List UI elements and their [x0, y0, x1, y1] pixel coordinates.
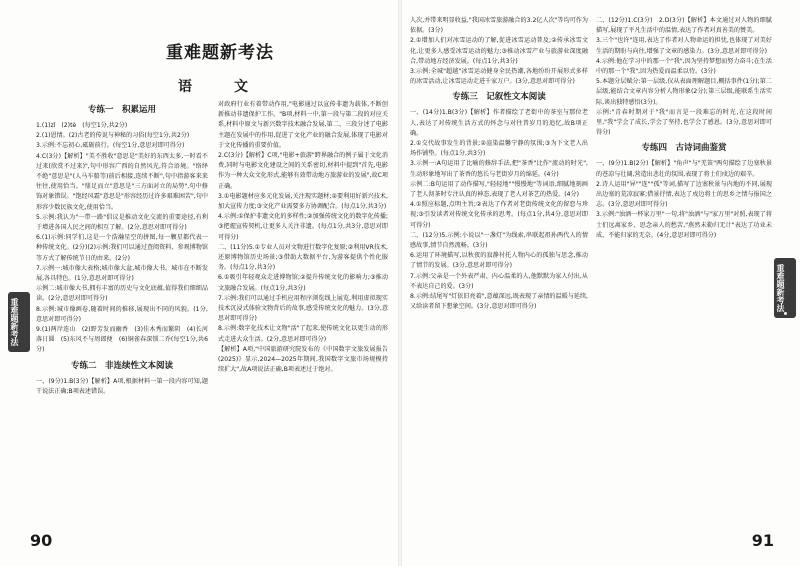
answer-paragraph: 7.示例:我们可以通过手机应用程序浏览线上展览,利用虚拟现实技术沉浸式体验文物背后的故事,感受传统文化的魅力。(3分,意思对即可得分) [218, 294, 388, 323]
answer-paragraph: 示例:"青春时期对于"我"而言是一段难忘的时光,在这段时间里,"我"学会了成长,学会了坚持,也学会了感恩。(3分,意思对即可得分) [596, 108, 772, 137]
answer-paragraph: 6.运用了环境描写,以秋夜的寂静衬托人物内心的孤独与思念,推动了情节的发展。(3分,意思对即可得分) [410, 252, 588, 270]
answer-paragraph: 2.C(3分)【解析】C项,"电影+旅游"跨界融合的例子属于文化消费,同时与电影文化建设之间的关系密切,材料中提到"首先,电影作为一种大众文化形式,能够有效带动地方旅游业的发展",故C项正确。 [218, 152, 388, 190]
answer-paragraph: 7.示例一:城市像大表格;城市像大盆,城市像大书。城市在不断发展,各具特色。(1分,意思对即可得分) [36, 264, 208, 283]
answer-paragraph: 3.示例:不忘初心,砥砺前行。(每空1分,意思对即可得分) [36, 142, 185, 150]
left-column-2 [218, 100, 388, 532]
right-column-1 [410, 16, 588, 530]
answer-paragraph: 5.示例:我认为"一带一路"倡议是推动文化交流的重要途径,有利于增进各国人民之间的相互了解。(2分,意思对即可得分) [36, 213, 208, 232]
section-heading: 专练四 古诗词曲鉴赏 [641, 143, 727, 154]
side-tab-label: 重难题新考法 [776, 264, 785, 312]
answer-paragraph: 二、(12分)1.C(3分) 2.D(3分)【解析】本文通过对人物的细腻描写,展现了平凡生活中的温情,表达了作者对真善美的赞美。 [596, 17, 772, 35]
answer-paragraph: 4.C(3分)【解析】"美不胜收"意思是"美好的东西太多,一时看不过来(欣赏不过来)",句中形容广西的自然风光,符合语境。"络绎不绝"意思是"(人马车船等)前后相接,连续不断",句中指游客来来往往,使用恰当。"鼎足而立"意思是"三方面对立的局势",句中修饰对象错误。"饱经风霜"意思是"形容经历过许多艰难困苦",句中形容少数民族文化,使用恰当。 [36, 152, 208, 211]
answer-paragraph: 示例二:B句运用了动作描写,"轻轻地""慢慢地"等词语,细腻地刻画了老人沏茶时专注认真的神态,表现了老人对茶艺的热爱。(4分) [410, 180, 588, 199]
answer-paragraph: 【解析】A项,"中国旅游研究院发布的《中国数字文旅发展报告(2025)》显示,2024—2025年期间,我国数字文旅市场规模持续扩大",故A项说法正确,B项表述过于绝对。 [218, 345, 388, 374]
answer-paragraph: 5.本题分层赋分:第一层级,仅从表面理解题目,概括事件(1分);第二层级,能结合文章内容分析人物形象(2分);第三层级,能联系生活实际,谈出独特感悟(3分)。 [596, 78, 772, 106]
page-number-right: 91 [751, 531, 774, 550]
right-column-2 [596, 16, 772, 530]
page-number-left: 90 [30, 531, 53, 550]
answer-paragraph: 示例二:城市像大书,拥有丰富的历史与文化底蕴,值得我们细细品读。(2分,意思对即可得分) [36, 285, 208, 303]
answer-paragraph: 一、(9分)1.B(2分)【解析】"角声"与"羌笛"两句描绘了边塞秋景的苍凉与壮阔,营造出悲壮的氛围,表现了将士们戍边的艰辛。 [596, 160, 772, 178]
page-title: 重难题新考法 [166, 43, 274, 63]
answer-paragraph: 3.①电影题材应多元化发展,关注现实题材;②要利用好新兴技术,加大宣传力度;③文化产业需要多方协调配合。(每点1分,共3分) [218, 192, 388, 211]
subject-heading: 语 文 [178, 79, 262, 95]
answer-paragraph: 二、(11分)5.①专业人员对文物进行数字化复原;②利用VR技术,还原博物馆历史场景;③借助大数据平台,为游客提供个性化服务。(每点1分,共3分) [218, 243, 388, 272]
answer-paragraph: 8.示例:结尾写"灯依旧亮着",意蕴深远,既表现了亲情的温暖与延续,又给读者留下想象空间。(3分,意思对即可得分) [410, 293, 588, 311]
answer-paragraph: 2.①增加人们对冰雪运动的了解,促进冰雪运动普及;②传承冰雪文化,让更多人感受冰雪运动的魅力;③推动冰雪产业与旅游业深度融合,带动地方经济发展。(每点1分,共3分) [410, 37, 588, 65]
answer-paragraph: 一、(9分)1.B(3分)【解析】A项,根据材料一第一段内容可知,题干说法正确;B项表述错误。 [36, 377, 208, 395]
answer-paragraph: 3.示例:"浊酒一杯家万里"一句,将"浊酒"与"家万里"对照,表现了将士们远离家乡、思念亲人的愁苦,"燕然未勒归无计"表达了功业未成、不能归家的无奈。(4分,意思对即可得分) [596, 211, 772, 239]
answer-paragraph: 3.示例一:A句运用了比喻的修辞手法,把"茶香"比作"流动的时光",生动形象地写出了茶香的悠长与老街岁月的绵延。(4分) [410, 160, 588, 178]
left-page [0, 0, 398, 566]
answer-paragraph: 对政府行业有着带动作用,"电影通过以宣传非遗为载体,不断创新推动非遗保护工作。"B项,材料一中,第一段与第二段的对应关系,材料中原文与新兴数字技术融合发展,第二、三段分述了电影主题在发展中的作用,促进了文化产业的融合发展,体现了电影对于文化传播的重要价值。 [218, 101, 388, 149]
answer-paragraph: 二、(12分)5.示例:小说以"一盏灯"为线索,串联起祖孙两代人的情感故事,情节自然流畅。(3分) [410, 231, 588, 250]
section-heading: 专练一 积累运用 [87, 105, 156, 115]
section-heading: 专练三 记叙性文本阅读 [452, 92, 546, 103]
answer-paragraph: 一、(14分)1.B(3分)【解析】作者描绘了老街中的茶室与那位老人,表达了对传统生活方式的怀念与对往昔岁月的追忆,故B项正确。 [410, 109, 588, 137]
side-tab-label: 重难题新考法 [10, 298, 19, 346]
side-tab-right [774, 258, 796, 318]
answer-paragraph: 2.①交代故事发生的背景;②渲染温馨宁静的氛围;③为下文老人出场作铺垫。(每点1分,共3分) [410, 140, 588, 158]
answer-paragraph: 3.三个"也许"连用,表达了作者对人物命运的担忧,也体现了对美好生活的期盼与向往,增强了文章的感染力。(3分,意思对即可得分) [596, 37, 772, 55]
answer-paragraph: 8.示例:数字化技术让文物"活"了起来,使传统文化以更生动的形式走进大众生活。(2分,意思对即可得分) [218, 325, 388, 343]
answer-paragraph: 2.诗人运用"异""连""孤"等词,描写了边塞秋景与内地的不同,展现出边塞的荒凉寂寥;借景抒情,表达了戍边将士的思乡之情与报国之志。(3分,意思对即可得分) [596, 180, 772, 209]
answer-paragraph: 7.示例:父亲是一个外表严肃、内心温柔的人,他默默为家人付出,从不表达自己的爱。(3分) [410, 272, 588, 290]
answer-paragraph: 人次,并带来明显收益,"我国冰雪旅游融合的3.2亿人次"等均可作为依据。(3分) [410, 17, 588, 35]
answer-paragraph: 1.(1)zǐ (2)tè (每空1分,共2分) [36, 122, 128, 129]
answer-paragraph: 8.示例:城市像画卷,随着时间的推移,展现出不同的风貌。(1分,意思对即可得分) [36, 305, 208, 323]
left-column-1 [36, 100, 208, 532]
section-heading: 专练二 非连续性文本阅读 [70, 360, 173, 371]
answer-paragraph: 6.①吸引年轻观众走进博物馆;②提升传统文化的影响力;③推动文旅融合发展。(每点1分,共3分) [218, 274, 388, 292]
side-tab-left [8, 292, 30, 352]
answer-paragraph: 4.示例:他在学习中的那一个"我",因为坚持梦想而努力奋斗;在生活中的那一个"我",因为热爱而温柔以待。(3分) [596, 57, 772, 76]
answer-paragraph: 9.(1)两岸连山 (2)野芳发而幽香 (3)佳木秀而繁阴 (4)长河落日圆 (5)东风不与周郎便 (6)铜雀春深锁二乔(每空1分,共6分) [36, 326, 208, 354]
right-page [402, 0, 800, 566]
answer-paragraph: 6.(1)示例:同学们,这是一个浩瀚星空的拼图,每一颗星都代表一种传统文化。(2分)(2)示例:我们可以通过查阅资料、参观博物馆等方式了解传统节日的由来。(2分) [36, 234, 208, 262]
answer-paragraph: 4.①照应标题,点明主旨;②表达了作者对老街传统文化的留恋与珍视;③引发读者对传统文化传承的思考。(每点1分,共4分,意思对即可得分) [410, 201, 588, 229]
answer-paragraph: 4.示例:①保护非遗文化的多样性;②加强传统文化的数字化传播;③把握宣传契机,让更多人关注非遗。(每点1分,共3分,意思对即可得分) [218, 213, 388, 241]
answer-paragraph: 3.示例:全城"超越"冰雪运动健身全民热潮,各地纷纷开展形式多样的冰雪活动,让冰雪运动走进千家万户。(3分,意思对即可得分) [410, 68, 588, 86]
answer-paragraph: 2.(1)恩情。(2)古老的传说与神秘的习俗(每空1分,共2分) [36, 132, 190, 140]
